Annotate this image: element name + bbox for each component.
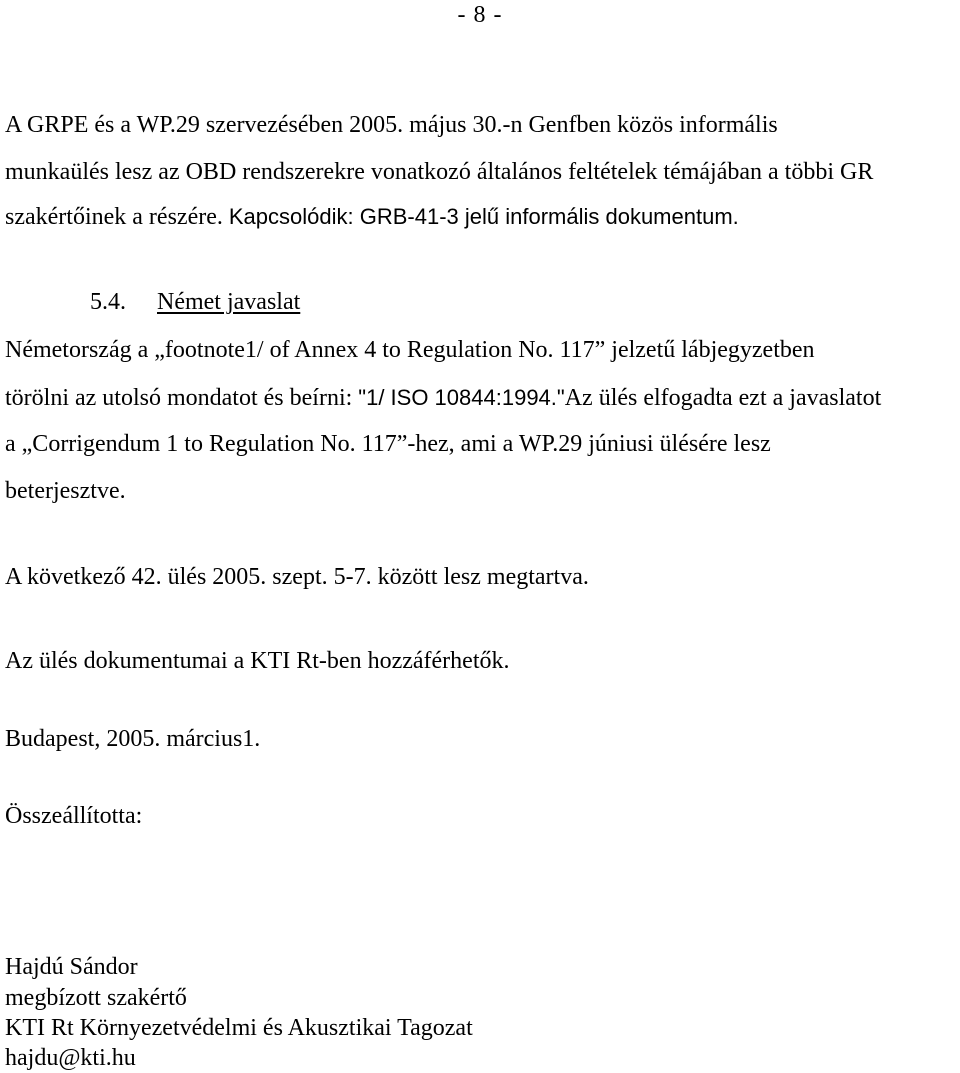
signature-role: megbízott szakértő [5,985,187,1011]
paragraph2-line1: Németország a „footnote1/ of Annex 4 to Regulation No. 117” jelzetű lábjegyzetben [5,337,815,363]
documents-availability-text: Az ülés dokumentumai a KTI Rt-ben hozzáférhetők. [5,648,510,674]
next-meeting-text: A következő 42. ülés 2005. szept. 5-7. között lesz megtartva. [5,564,589,590]
compiled-by-label: Összeállította: [5,803,143,829]
related-document-reference: Kapcsolódik: GRB-41-3 jelű informális dokumentum. [228,204,739,229]
paragraph2-line3: a „Corrigendum 1 to Regulation No. 117”-hez, ami a WP.29 júniusi ülésére lesz [5,431,771,457]
paragraph1-line2: munkaülés lesz az OBD rendszerekre vonatkozó általános feltételek témájában a többi GR [5,159,874,185]
page-number: - 8 - [457,2,503,28]
paragraph2-line4: beterjesztve. [5,478,126,504]
signature-name: Hajdú Sándor [5,954,138,980]
place-and-date: Budapest, 2005. március1. [5,726,261,752]
paragraph1-line3-serif: szakértőinek a részére. [5,204,229,230]
paragraph1-line3 [5,205,739,229]
iso-standard-reference: "1/ ISO 10844:1994." [358,385,565,410]
paragraph2-line2-serif: törölni az utolsó mondatot és beírni: [5,385,359,411]
paragraph2-line2 [5,386,881,410]
signature-organization: KTI Rt Környezetvédelmi és Akusztikai Tagozat [5,1015,473,1041]
signature-email: hajdu@kti.hu [5,1045,136,1071]
section-title: Német javaslat [157,289,301,315]
paragraph2-line2-end: Az ülés elfogadta ezt a javaslatot [564,385,882,411]
section-number: 5.4. [90,289,126,315]
paragraph1-line1: A GRPE és a WP.29 szervezésében 2005. május 30.-n Genfben közös informális [5,112,778,138]
